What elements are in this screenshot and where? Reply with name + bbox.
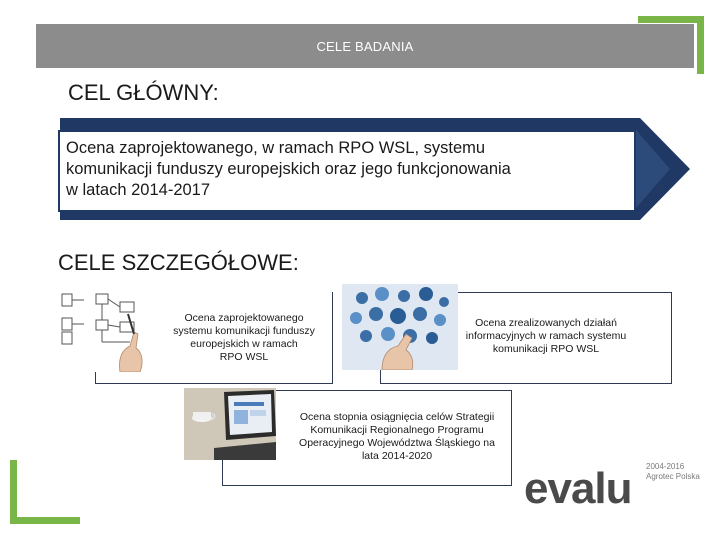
logo-partner: Agrotec Polska xyxy=(646,472,700,481)
goal-text-line: systemu komunikacji funduszy xyxy=(173,325,315,337)
specific-goals-heading: CELE SZCZEGÓŁOWE: xyxy=(58,250,299,275)
evalu-logo xyxy=(524,456,720,520)
title-bar-label: CELE BADANIA xyxy=(316,38,414,54)
laptop-coffee-image xyxy=(184,388,276,460)
goal-text-line: lata 2014-2020 xyxy=(361,450,433,462)
goal-text-line: Ocena zaprojektowanego xyxy=(184,312,304,324)
social-network-icons-image xyxy=(342,284,458,370)
goal-text-line: Ocena stopnia osiągnięcia celów Strategii xyxy=(299,411,495,423)
logo-wordmark: evalu xyxy=(524,464,632,513)
logo-years: 2004-2016 xyxy=(646,462,685,471)
goal-text-line: komunikacji RPO WSL xyxy=(492,343,600,355)
corner-bracket-bottom-left xyxy=(10,460,80,524)
goal-text-line: europejskich w ramach xyxy=(190,338,298,350)
main-goal-line: w latach 2014-2017 xyxy=(66,181,211,199)
main-goal-line: Ocena zaprojektowanego, w ramach RPO WSL, systemu xyxy=(66,139,486,157)
diagram-hand-image xyxy=(60,292,152,372)
main-goal-line: komunikacji funduszy europejskich oraz jego funkcjonowania xyxy=(66,160,511,178)
goal-text-line: Ocena zrealizowanych działań xyxy=(475,317,617,329)
main-goal-box xyxy=(58,130,636,212)
goal-text-line: Operacyjnego Województwa Śląskiego na xyxy=(299,437,495,449)
goal-text-line: RPO WSL xyxy=(219,351,269,363)
main-goal-heading: CEL GŁÓWNY: xyxy=(68,80,219,105)
goal-text-line: Komunikacji Regionalnego Programu xyxy=(310,424,484,436)
goal-text-line: informacyjnych w ramach systemu xyxy=(465,330,627,342)
title-bar xyxy=(36,24,694,68)
